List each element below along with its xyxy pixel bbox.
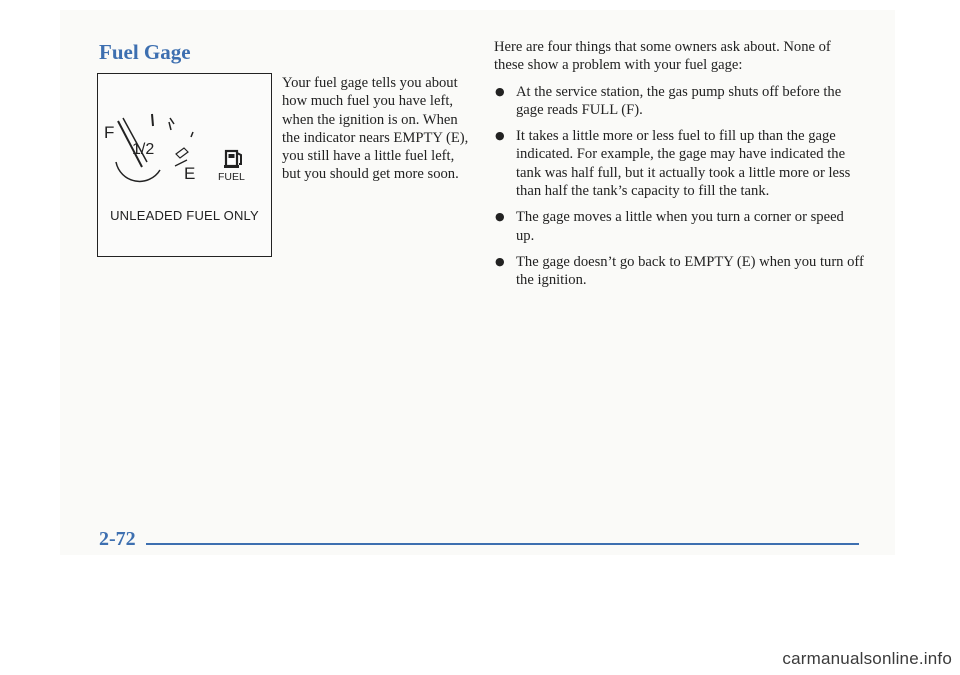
gauge-tick-4	[191, 132, 193, 137]
gauge-fuel-label: FUEL	[218, 171, 245, 183]
gauge-half-label: 1/2	[132, 141, 155, 158]
gauge-hub	[116, 162, 160, 181]
list-item	[494, 208, 864, 245]
watermark-link[interactable]: carmanualsonline.info	[782, 649, 952, 668]
page-number: 2-72	[99, 528, 136, 550]
intro-paragraph: Your fuel gage tells you about how much fuel you have left, when the ignition is on. When the indicator nears EMPTY (E), you still have a little fuel left, but you should get more soon.	[282, 75, 469, 183]
bullet-icon: ●	[495, 254, 505, 268]
gauge-tick-2	[169, 122, 171, 130]
gauge-tick-1	[152, 114, 153, 126]
bullet-icon: ●	[495, 129, 505, 143]
list-item-text: It takes a little more or less fuel to fill up than the gage indicated. For example, the gage may have indicated the tank was half full, but it actually took a little more or less than half the tank’s capacity to fill the tank.	[516, 128, 851, 200]
list-item	[494, 127, 864, 200]
list-item-text: The gage moves a little when you turn a corner or speed up.	[516, 209, 844, 244]
list-item-text: The gage doesn’t go back to EMPTY (E) when you turn off the ignition.	[516, 253, 864, 289]
gauge-tick-3	[170, 118, 174, 124]
fuel-pump-icon	[224, 151, 241, 168]
footer-divider	[146, 543, 859, 545]
right-column	[494, 38, 864, 298]
list-item-text: At the service station, the gas pump shuts off before the gage reads FULL (F).	[516, 83, 842, 118]
gauge-full-label: F	[104, 123, 115, 142]
bullet-list	[494, 83, 864, 290]
gauge-empty-label: E	[184, 164, 196, 183]
gauge-low-mark	[176, 148, 188, 158]
fuel-gauge-illustration	[97, 73, 272, 257]
right-intro: Here are four things that some owners ask about. None of these show a problem with your fuel gage:	[494, 39, 831, 74]
list-item	[494, 83, 864, 120]
list-item	[494, 253, 864, 290]
bullet-icon: ●	[495, 84, 505, 98]
bullet-icon: ●	[495, 210, 505, 224]
fuel-gauge-dial	[98, 74, 271, 256]
section-title: Fuel Gage	[99, 40, 191, 64]
gauge-caption: UNLEADED FUEL ONLY	[110, 208, 259, 223]
